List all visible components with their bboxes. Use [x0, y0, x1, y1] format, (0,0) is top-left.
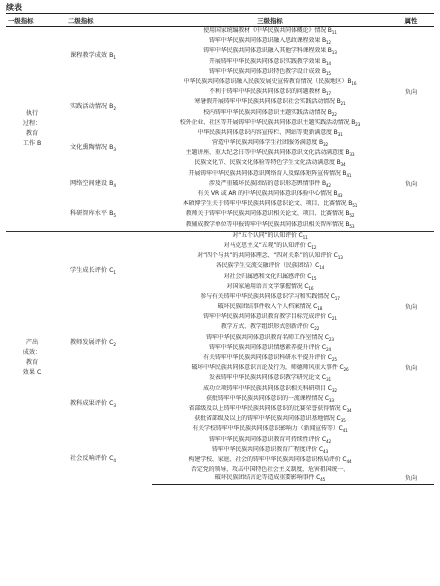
level2-cell: 教科成果评价 $C_3$ [70, 399, 117, 409]
level3-item: 有关 VR 或 AR 的中华民族共同体意识体验中心情况 $B_{43}$ [197, 190, 343, 199]
level3-item: 中华民族共同体意识内容宣传栏、网站等更新满意度 $B_{31}$ [197, 128, 343, 138]
level2-cell: 社会反响评价 $C_4$ [70, 455, 117, 464]
level3-item: 开展铸牢中华民族共同体意识网络育人及媒体矩阵宣传情况 $B_{41}$ [188, 169, 352, 178]
subscript: 51 [352, 203, 358, 209]
attribute-cell [388, 374, 434, 384]
attribute-cell [388, 98, 434, 108]
subscript: 52 [349, 213, 355, 219]
level3-item: 对社会归属感和文化归属感评价 $C_{15}$ [223, 272, 317, 281]
level3-item: 否定党的领导，攻击中国特色社会主义制度，危害祖国统一、 [191, 466, 349, 474]
subscript: 2 [113, 341, 117, 347]
subscript: 33 [349, 152, 355, 158]
header-attribute: 属性 [388, 14, 434, 27]
level3-item: 铸牢中华民族共同体意识特色教学设计成效 $B_{15}$ [209, 67, 331, 76]
level3-item: 对马克思主义“五观”的认知评价 $C_{12}$ [223, 241, 317, 251]
subscript: 33 [328, 397, 334, 403]
level1-line: 教育 [25, 129, 39, 137]
subscript: 21 [340, 101, 346, 107]
attribute-cell: 负向 [404, 180, 418, 188]
header-level2: 二级指标 [58, 14, 152, 27]
continued-label: 续表 [6, 3, 22, 12]
header-level3: 三级指标 [152, 14, 388, 27]
table-header-row [6, 14, 434, 27]
level3-item: 本碩博学生关于铸牢中华民族共同体意识论文、项目、比赛情况 $B_{51}$ [182, 200, 358, 209]
level3-item: 教学方式、教学组织形式创新评价 $C_{22}$ [220, 323, 320, 332]
table-row [6, 436, 434, 446]
level3-item: 参与有关铸牢中华民族共同体意识学习和实践情况 $C_{17}$ [200, 292, 340, 302]
level3-item: 营造中华民族共同体学生社团服务满意度 $B_{32}$ [211, 139, 329, 148]
level3-item: 不利于铸牢中华民族共同体意识的问题教材 $B_{17}$ [209, 88, 331, 97]
level3-item: 主题讲座、重大纪念日等中华民族共同体意识文化活动满意度 $B_{33}$ [185, 149, 355, 158]
attribute-cell [388, 210, 434, 220]
attribute-cell [388, 385, 434, 395]
level3-item: 中华民族共同体意识融入民族发展史宣传教育情况（民族地区）$B_{16}$ [183, 77, 357, 87]
subscript: 31 [325, 377, 331, 383]
table-row [6, 374, 434, 384]
subscript: 34 [340, 162, 346, 168]
attribute-cell [388, 466, 434, 474]
subscript: 13 [337, 255, 343, 261]
level2-cell: 课程教学成效 $B_1$ [70, 52, 117, 61]
level3-item: 发表铸牢中华民族共同体意识教学研究论文 $C_{31}$ [209, 374, 331, 383]
subscript: 1 [113, 55, 117, 61]
subscript: 41 [342, 428, 348, 434]
subscript: 18 [317, 306, 323, 312]
attribute-cell [388, 415, 434, 425]
level1-line: 产出 [25, 339, 39, 347]
table-row [6, 88, 434, 98]
attribute-cell [388, 395, 434, 405]
level3-item: 开展铸牢中华民族共同体意识实践教学效果 $B_{14}$ [209, 57, 331, 66]
subscript: 14 [319, 265, 325, 271]
attribute-cell [388, 68, 434, 78]
level2-cell: 文化熏陶情况 $B_3$ [70, 144, 117, 153]
level3-item: 民族文化节、民族文化体验等特色学生文化活动满意度 $B_{34}$ [194, 159, 346, 168]
attribute-cell [388, 170, 434, 180]
table-row [6, 200, 434, 210]
subscript: 43 [323, 448, 329, 454]
attribute-cell [388, 221, 434, 232]
subscript: 24 [325, 347, 331, 352]
subscript: 42 [325, 438, 331, 444]
subscript: 15 [325, 70, 331, 76]
attribute-cell [388, 129, 434, 139]
level3-item: 有关学校铸牢中华民族共同体意识影响力（新闻宣传等）$C_{41}$ [192, 425, 348, 434]
level2-cell: 科研智库水平 $B_5$ [70, 210, 117, 219]
attribute-cell [388, 200, 434, 210]
subscript: 35 [340, 418, 346, 424]
attribute-cell [388, 293, 434, 303]
level3-item: 使用国家统编教材《中华民族共同体概论》情况 $B_{11}$ [203, 27, 337, 36]
attribute-cell [388, 231, 434, 242]
subscript: 43 [337, 193, 343, 199]
level1-line: 成效： [22, 349, 42, 357]
subscript: 53 [349, 223, 355, 229]
level3-item: 对“五个认同”的认知评价 $C_{11}$ [152, 231, 388, 242]
table-row [6, 313, 434, 323]
attribute-cell [388, 119, 434, 129]
attribute-cell [388, 190, 434, 200]
subscript: 4 [113, 458, 117, 464]
attribute-cell: 负向 [388, 474, 434, 485]
attribute-cell [388, 446, 434, 456]
attribute-cell: 负向 [404, 304, 418, 312]
subscript: 44 [346, 459, 352, 465]
level3-item: 教辅成教学单位等申报铸牢中华民族共同体意识相关智库情况 $B_{53}$ [185, 220, 355, 229]
attribute-cell [388, 456, 434, 466]
subscript: 13 [331, 50, 337, 56]
table-row [6, 129, 434, 139]
level2-cell: 教师发展评价 $C_2$ [70, 338, 117, 347]
attribute-cell [388, 109, 434, 119]
level3-item: 校外企业、社区等开展铸牢中华民族共同体意识主题实践活动情况 $B_{23}$ [179, 118, 361, 127]
attribute-cell [388, 313, 434, 323]
subscript: 41 [346, 172, 352, 178]
subscript: 21 [331, 316, 337, 322]
subscript: 16 [351, 81, 357, 87]
level3-item: 各民族学生交流交融评价（民族团结）$C_{14}$ [215, 262, 325, 271]
attribute-cell [388, 405, 434, 415]
subscript: 26 [343, 367, 349, 373]
attribute-cell [388, 242, 434, 252]
level3-item: 铸牢中华民族共同体意识融入其他学科课程效果 $B_{13}$ [203, 47, 337, 56]
level1-line: 执行 [25, 109, 39, 117]
level2-cell: 网络空间建设 $B_4$ [70, 179, 117, 189]
attribute-cell [388, 283, 434, 293]
level1-cell [6, 27, 58, 232]
subscript: 12 [311, 245, 317, 251]
subscript: 22 [314, 326, 320, 332]
subscript: 14 [325, 60, 331, 66]
level3-item: 对国家通用语言文字掌握情况 $C_{16}$ [226, 282, 314, 291]
level3-item: 获批铸牢中华民族共同体意识的一流课程情况 $C_{33}$ [206, 394, 334, 403]
attribute-cell [388, 262, 434, 272]
attribute-cell [388, 78, 434, 88]
subscript: 2 [113, 106, 117, 112]
level3-item: 铸牢中华民族共同体意识教育名师工作室情况 $C_{23}$ [206, 333, 334, 342]
attribute-cell [388, 27, 434, 38]
level1-line: 效果 C [22, 369, 42, 377]
attribute-cell [388, 436, 434, 446]
attribute-cell [388, 58, 434, 68]
level3-item: 铸牢中华民族共同体意识融入思政课程效果 $B_{12}$ [209, 37, 331, 46]
subscript: 15 [311, 275, 317, 281]
level3-item: 有关铸牢中华民族共同体意识科研水平提升评价 $C_{25}$ [203, 354, 337, 363]
level3-item: 破坏中华民族共同体意识言论及行为，师德师风重大事件 $C_{26}$ [191, 364, 349, 373]
subscript: 25 [331, 357, 337, 363]
level3-item: 教师关于铸牢中华民族共同体意识相关论文、项目、比赛情况 $B_{52}$ [185, 210, 355, 219]
subscript: 16 [308, 285, 314, 291]
level3-item: 铸牢中华民族共同体意识情感素养提升评价 $C_{24}$ [209, 343, 331, 352]
level1-cell [6, 231, 58, 485]
attribute-cell [388, 47, 434, 57]
subscript: 3 [113, 403, 117, 409]
level3-item: 省部级及以上铸牢中华民族共同体意识的比赛荣誉获得情况 $C_{34}$ [188, 404, 352, 414]
table-row [6, 27, 434, 38]
level1-line: 过程： [22, 119, 42, 127]
indicator-table [6, 13, 434, 485]
level3-item: 对“四个与共”的共同体理念、“四对关系”的认知评价 $C_{13}$ [197, 252, 343, 261]
attribute-cell [388, 354, 434, 364]
subscript: 4 [113, 183, 117, 189]
level3-item: 构建学校、家庭、社会的铸牢中华民族共同体意识格局评价 $C_{44}$ [188, 455, 352, 465]
level3-item: 破坏民族团结事件收入个人档案情况 $C_{18}$ [217, 303, 323, 312]
attribute-cell [388, 344, 434, 354]
subscript: 11 [331, 30, 337, 36]
table-row [6, 231, 434, 242]
subscript: 34 [346, 408, 352, 414]
subscript: 23 [328, 336, 334, 342]
attribute-cell [388, 149, 434, 159]
level3-item: 铸牢中华民族共同体意识教育教学目标完成评价 $C_{21}$ [203, 313, 337, 322]
subscript: 17 [334, 296, 340, 302]
attribute-cell [388, 37, 434, 47]
subscript: 11 [302, 234, 308, 240]
attribute-cell: 负向 [404, 89, 418, 97]
level2-cell: 实践活动情况 $B_2$ [70, 103, 117, 112]
level3-item: 成功立项铸牢中华民族共同体意识相关科研项目 $C_{32}$ [203, 384, 337, 393]
header-level1: 一级指标 [6, 14, 58, 27]
subscript: 22 [331, 111, 337, 117]
subscript: 45 [320, 477, 326, 483]
level3-item: 涉及严重破坏民族团结的意识形态舆情事件 $B_{42}$ [209, 179, 331, 188]
subscript: 32 [323, 142, 329, 148]
subscript: 42 [325, 183, 331, 188]
attribute-cell: 负向 [404, 365, 418, 373]
subscript: 1 [113, 270, 117, 276]
subscript: 12 [325, 40, 331, 46]
subscript: 23 [355, 121, 361, 127]
level2-cell: 学生成长评价 $C_1$ [58, 231, 152, 313]
subscript: 31 [337, 132, 343, 138]
attribute-cell [388, 159, 434, 169]
attribute-cell [388, 139, 434, 149]
level3-item: 寒暑假开展铸牢中华民族共同体意识社会实践活动情况 $B_{21}$ [194, 98, 346, 107]
attribute-cell [388, 323, 434, 333]
attribute-cell [388, 334, 434, 344]
attribute-cell [388, 425, 434, 435]
subscript: 3 [113, 147, 117, 153]
level3-item: 铸牢中华民族共同体意识教育可持续性评价 $C_{42}$ [209, 435, 331, 444]
level3-item: 破坏民族团结言论等造成重要影响事件 $C_{45}$ [152, 474, 388, 485]
level1-line: 工作 B [22, 139, 42, 147]
attribute-cell [388, 252, 434, 262]
level1-line: 教育 [25, 359, 39, 367]
table-row [6, 170, 434, 180]
level3-item: 校内铸牢中华民族共同体意识主题实践活动情况 $B_{22}$ [203, 108, 337, 117]
subscript: 5 [113, 213, 117, 219]
table-body [6, 27, 434, 485]
level3-item: 获批省部级及以上的铸牢中华民族共同体意识基地情况 $C_{35}$ [194, 415, 346, 424]
level3-item: 铸牢中华民族共同体意识教育广程度评价 $C_{43}$ [211, 445, 329, 454]
attribute-cell [388, 273, 434, 283]
subscript: 17 [325, 91, 331, 97]
subscript: 32 [331, 387, 337, 393]
